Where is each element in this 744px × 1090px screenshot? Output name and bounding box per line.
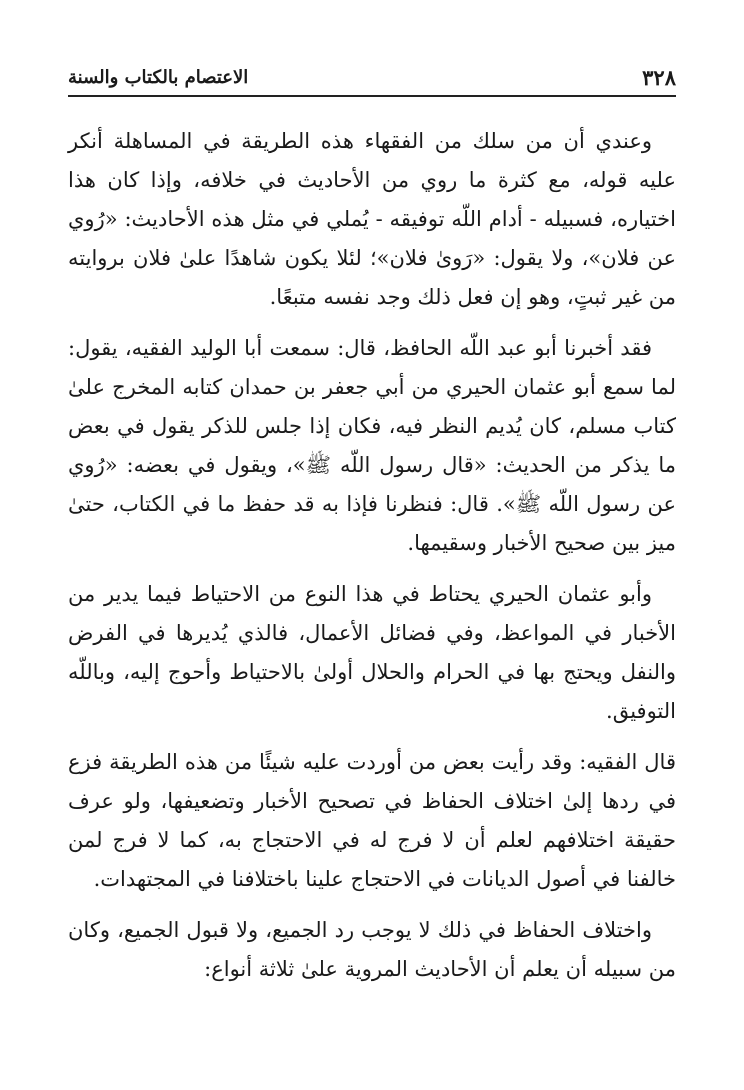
- paragraph-2: فقد أخبرنا أبو عبد اللّه الحافظ، قال: سمعت أبا الوليد الفقيه، يقول: لما سمع أبو عثمان الحيري من أبي جعفر بن حمدان كتابه المخرج علىٰ كتاب مسلم، كان يُديم النظر فيه، فكان إذا جلس للذكر يقول في بعض ما يذكر من الحديث: «قال رسول اللّه ﷺ»، ويقول في بعضه: «رُوي عن رسول اللّه ﷺ». قال: فنظرنا فإذا به قد حفظ ما في الكتاب، حتىٰ ميز بين صحيح الأخبار وسقيمها.: [68, 336, 676, 555]
- paragraph-1: وعندي أن من سلك من الفقهاء هذه الطريقة في المساهلة أنكر عليه قوله، مع كثرة ما روي من الأحاديث في خلافه، وإذا كان هذا اختياره، فسبيله - أدام اللّه توفيقه - يُملي في مثل هذه الأحاديث: «رُوي عن فلان»، ولا يقول: «رَوىٰ فلان»؛ لئلا يكون شاهدًا علىٰ فلان بروايته من غير ثبتٍ، وهو إن فعل ذلك وجد نفسه متبعًا.: [68, 129, 676, 309]
- header-rule: [68, 95, 676, 97]
- paragraph-4: قال الفقيه: وقد رأيت بعض من أوردت عليه شيئًا من هذه الطريقة فزع في ردها إلىٰ اختلاف الحفاظ في تصحيح الأخبار وتضعيفها، ولو عرف حقيقة اختلافهم لعلم أن لا فرج له في الاحتجاج به، كما لا فرج لمن خالفنا في أصول الديانات في الاحتجاج علينا باختلافنا في المجتهدات.: [68, 750, 677, 891]
- running-title: الاعتصام بالكتاب والسنة: [68, 67, 249, 88]
- page-header: [68, 58, 676, 92]
- paragraph-3: وأبو عثمان الحيري يحتاط في هذا النوع من الاحتياط فيما يدير من الأخبار في المواعظ، وفي فضائل الأعمال، فالذي يُديرها في الفرض والنفل ويحتج بها في الحرام والحلال أولىٰ بالاحتياط وأحوج إليه، وباللّه التوفيق.: [68, 582, 676, 723]
- body-text: [68, 122, 676, 1001]
- page-number: ٣٢٨: [642, 65, 676, 90]
- paragraph-5: واختلاف الحفاظ في ذلك لا يوجب رد الجميع، ولا قبول الجميع، وكان من سبيله أن يعلم أن الأحاديث المروية علىٰ ثلاثة أنواع:: [68, 918, 676, 981]
